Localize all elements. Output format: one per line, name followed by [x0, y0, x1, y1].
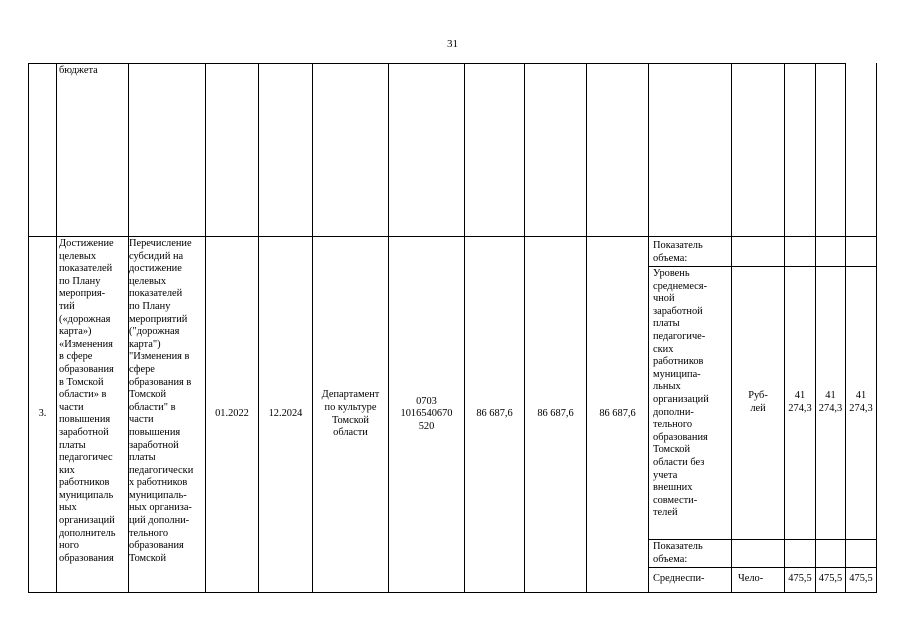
budget-code	[389, 237, 464, 592]
text-line: по Плану	[129, 300, 171, 312]
grid-line	[56, 63, 57, 593]
indicator-description	[653, 268, 731, 520]
page-number: 31	[447, 38, 458, 50]
end-date: 12.2024	[268, 408, 303, 420]
text-line: мероприя-	[59, 288, 106, 300]
text-line: 274,3	[788, 403, 812, 414]
text-line: платы	[129, 452, 156, 464]
text-line: Томской	[129, 389, 167, 401]
text-line: педагогичес	[59, 452, 113, 464]
text-line: объема:	[653, 553, 688, 565]
text-line: образования	[129, 540, 184, 552]
text-line: работников	[653, 356, 704, 368]
text-line: части	[59, 401, 84, 413]
text-line: телей	[653, 507, 678, 519]
text-line: ций дополни-	[129, 515, 190, 527]
text-line: Уровень	[653, 268, 690, 279]
text-line: "Изменения в	[129, 351, 190, 363]
text-line: льных	[653, 381, 681, 393]
text-line: «Изменения	[59, 338, 113, 350]
text-line: заработной	[59, 426, 109, 438]
indicator-unit	[732, 267, 784, 539]
text-line: части	[129, 414, 154, 426]
text-line: повышения	[129, 426, 181, 438]
text-line: карта")	[129, 338, 161, 350]
text-line: организаций	[59, 515, 115, 527]
text-line: 520	[418, 420, 435, 432]
text-line: учета	[653, 469, 678, 481]
grid-line	[28, 592, 877, 593]
text-line: целевых	[129, 275, 167, 287]
indicator-description: Среднеспи-	[653, 573, 705, 584]
text-line: образования в	[129, 376, 192, 388]
text-line: муниципаль	[59, 489, 114, 501]
text-line: целевых	[59, 250, 97, 262]
text-line: 41	[855, 390, 867, 402]
text-line: по культуре	[324, 401, 377, 413]
text-line: («дорожная	[59, 313, 111, 325]
text-line: сфере	[129, 363, 155, 375]
grid-line	[648, 567, 877, 568]
budget-table	[28, 63, 877, 593]
indicator-value	[816, 267, 845, 539]
indicator-value: 475,5	[788, 573, 812, 584]
text-line: объема:	[653, 252, 688, 264]
text-line: работников	[59, 477, 110, 489]
row-number: 3.	[38, 408, 47, 420]
text-line: дополнитель	[59, 527, 116, 539]
text-line: внешних	[653, 482, 693, 494]
executor	[313, 237, 388, 592]
text-line: муниципаль-	[129, 489, 187, 501]
text-line: 274,3	[849, 403, 873, 414]
text-line: ских	[653, 343, 674, 355]
indicator-value	[846, 267, 876, 539]
text-line: повышения	[59, 414, 111, 426]
activity-description	[129, 238, 205, 565]
text-line: платы	[653, 318, 680, 330]
text-line: дополни-	[653, 406, 694, 418]
text-line: Департамент	[321, 389, 380, 401]
text-line: заработной	[129, 439, 179, 451]
text-line: по Плану	[59, 275, 101, 287]
text-line: Томской	[331, 414, 369, 426]
text-line: ("дорожная	[129, 326, 180, 338]
text-line: тельного	[653, 419, 693, 431]
text-line: в Томской	[59, 376, 104, 388]
text-line: педагогиче-	[653, 330, 706, 342]
amount-total: 86 687,6	[476, 408, 513, 420]
text-line: совмести-	[653, 494, 698, 506]
text-line: показателей	[59, 263, 113, 275]
text-line: тельного	[129, 527, 169, 539]
text-line: среднемеся-	[653, 280, 708, 292]
text-line: Томской	[129, 552, 167, 564]
grid-line	[648, 63, 649, 593]
text-line: 1016540670	[400, 408, 453, 420]
text-line: Показатель	[653, 541, 703, 552]
text-line: Показатель	[653, 240, 703, 251]
text-line: субсидий на	[129, 250, 184, 262]
text-line: 274,3	[818, 403, 843, 414]
text-line: образования	[59, 552, 114, 564]
grid-line	[876, 63, 877, 593]
text-line: показателей	[129, 288, 183, 300]
task-name	[59, 238, 127, 565]
text-line: ных	[59, 502, 77, 514]
budget-cell: бюджета	[59, 65, 98, 76]
text-line: организаций	[653, 393, 709, 405]
text-line: муниципа-	[653, 368, 701, 380]
indicator-label	[653, 240, 703, 265]
text-line: педагогически	[129, 464, 194, 476]
indicator-value: 475,5	[818, 573, 843, 584]
grid-line	[648, 539, 877, 540]
text-line: достижение	[129, 263, 182, 275]
text-line: Достижение	[59, 238, 114, 249]
text-line: лей	[750, 403, 766, 414]
start-date: 01.2022	[215, 408, 249, 420]
text-line: Томской	[653, 444, 691, 456]
text-line: 41	[794, 390, 806, 402]
text-line: Перечисление	[129, 238, 192, 249]
text-line: ного	[59, 540, 79, 552]
grid-line	[28, 63, 846, 64]
text-line: 41	[825, 390, 836, 402]
text-line: в сфере	[59, 351, 93, 363]
indicator-value: 475,5	[849, 573, 873, 584]
text-line: ких	[59, 464, 75, 476]
text-line: области» в	[59, 389, 107, 401]
text-line: карта»)	[59, 326, 92, 338]
text-line: образования	[653, 431, 708, 443]
text-line: образования	[59, 363, 114, 375]
text-line: области" в	[129, 401, 176, 413]
amount-year: 86 687,6	[537, 408, 574, 420]
amount-year: 86 687,6	[599, 408, 636, 420]
text-line: Руб-	[748, 390, 768, 402]
indicator-value	[785, 267, 815, 539]
text-line: заработной	[653, 305, 703, 317]
text-line: тий	[59, 300, 75, 312]
text-line: мероприятий	[129, 313, 188, 325]
text-line: 0703	[416, 395, 437, 407]
text-line: ных организа-	[129, 502, 192, 514]
text-line: области	[333, 427, 368, 439]
text-line: платы	[59, 439, 86, 451]
text-line: чной	[653, 293, 675, 305]
indicator-label	[653, 541, 703, 566]
text-line: области без	[653, 456, 705, 468]
indicator-unit: Чело-	[738, 573, 764, 584]
text-line: х работников	[129, 477, 188, 489]
